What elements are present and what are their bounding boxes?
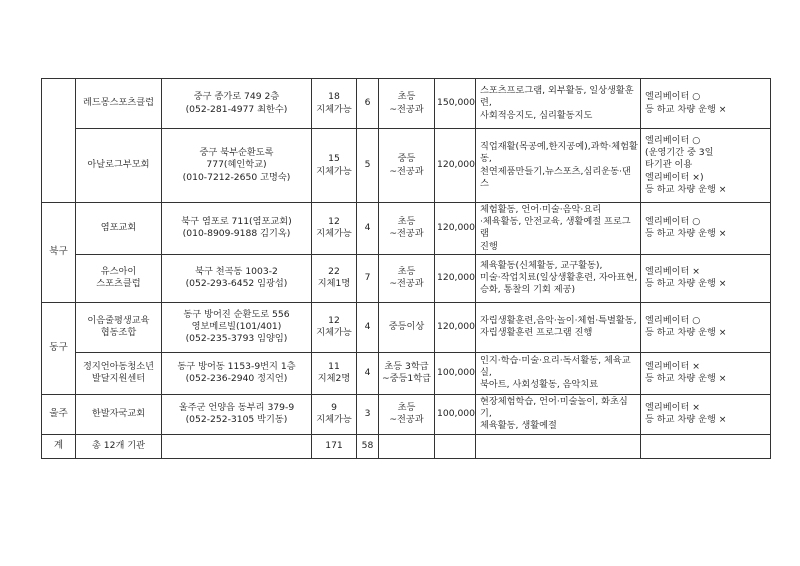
- facility-program: 자립생활훈련,음악·놀이·체험·특별활동, 자립생활훈련 프로그램 진행: [476, 302, 641, 352]
- facility-target: 초등 ~전공과: [379, 203, 435, 255]
- facility-staff: 4: [357, 203, 379, 255]
- facility-target: 중등이상: [379, 302, 435, 352]
- facility-fee: 100,000: [435, 394, 476, 434]
- facility-target: 초등 ~전공과: [379, 394, 435, 434]
- facility-note: 엘리베이터 ○ 등 하교 차량 운행 ×: [641, 203, 771, 255]
- facility-target: 초등 ~전공과: [379, 254, 435, 302]
- table-row: [42, 79, 771, 129]
- facility-program: 체육활동(신체활동, 교구활동), 미술·작업치료(일상생활훈련, 자아표현, 승화, 통찰의 기회 제공): [476, 254, 641, 302]
- total-empty: [379, 434, 435, 458]
- region-cell: 울주: [42, 394, 76, 434]
- facility-note: 엘리베이터 × 등 하교 차량 운행 ×: [641, 352, 771, 394]
- table-row: [42, 302, 771, 352]
- facility-name: 레드몽스포츠클럽: [76, 79, 162, 129]
- facility-fee: 150,000: [435, 79, 476, 129]
- facility-target: 초등 3학급 ~중등1학급: [379, 352, 435, 394]
- facility-fee: 120,000: [435, 203, 476, 255]
- facility-capacity: 12 지체가능: [312, 203, 357, 255]
- region-cell: 동구: [42, 302, 76, 394]
- facility-name: 한발자국교회: [76, 394, 162, 434]
- facility-table: [41, 78, 771, 459]
- facility-name: 염포교회: [76, 203, 162, 255]
- table-row: [42, 129, 771, 203]
- total-empty: [162, 434, 312, 458]
- facility-capacity: 11 지체2명: [312, 352, 357, 394]
- facility-program: 현장체험학습, 언어·미술놀이, 화초심기, 체육활동, 생활예절: [476, 394, 641, 434]
- facility-name: 정지언아동청소년 발달지원센터: [76, 352, 162, 394]
- facility-address: 북구 염포로 711(염포교회) (010-8909-9188 김기옥): [162, 203, 312, 255]
- facility-name: 아날로그부모회: [76, 129, 162, 203]
- facility-staff: 4: [357, 352, 379, 394]
- facility-program: 스포츠프로그램, 외부활동, 일상생활훈련, 사회적응지도, 심리활동지도: [476, 79, 641, 129]
- facility-note: 엘리베이터 × 등 하교 차량 운행 ×: [641, 254, 771, 302]
- facility-address: 북구 천곡동 1003-2 (052-293-6452 임광섭): [162, 254, 312, 302]
- total-empty: [435, 434, 476, 458]
- facility-name: 이음줄평생교육 협동조합: [76, 302, 162, 352]
- facility-address: 울주군 언양읍 동부리 379-9 (052-252-3105 박기동): [162, 394, 312, 434]
- facility-capacity: 12 지체가능: [312, 302, 357, 352]
- region-cell: [42, 79, 76, 203]
- facility-fee: 120,000: [435, 302, 476, 352]
- facility-program: 직업재활(목공예,한지공예),과학·체험활동, 천연제품만들기,뉴스포츠,심리운동·댄스: [476, 129, 641, 203]
- facility-note: 엘리베이터 ○ (운영기간 중 3일 타기관 이용 엘리베이터 ×) 등 하교 차량 운행 ×: [641, 129, 771, 203]
- total-label: 계: [42, 434, 76, 458]
- facility-staff: 7: [357, 254, 379, 302]
- total-row: [42, 434, 771, 458]
- facility-note: 엘리베이터 ○ 등 하교 차량 운행 ×: [641, 302, 771, 352]
- facility-staff: 6: [357, 79, 379, 129]
- facility-fee: 100,000: [435, 352, 476, 394]
- facility-program: 체험활동, 언어·미술·음악·요리 ·체육활동, 안전교육, 생활예절 프로그램 진행: [476, 203, 641, 255]
- facility-capacity: 15 지체가능: [312, 129, 357, 203]
- region-cell: 북구: [42, 203, 76, 303]
- facility-fee: 120,000: [435, 254, 476, 302]
- facility-capacity: 9 지체가능: [312, 394, 357, 434]
- facility-fee: 120,000: [435, 129, 476, 203]
- total-name: 총 12개 기관: [76, 434, 162, 458]
- facility-staff: 3: [357, 394, 379, 434]
- facility-note: 엘리베이터 × 등 하교 차량 운행 ×: [641, 394, 771, 434]
- facility-address: 동구 방어진 순환도로 556 영보메르빌(101/401) (052-235-3793 임양임): [162, 302, 312, 352]
- facility-staff: 5: [357, 129, 379, 203]
- facility-program: 인지·학습·미술·요리·독서활동, 체육교실, 북아트, 사회성활동, 음악치료: [476, 352, 641, 394]
- facility-target: 중등 ~전공과: [379, 129, 435, 203]
- facility-address: 동구 방어동 1153-9번지 1층 (052-236-2940 정지언): [162, 352, 312, 394]
- facility-address: 중구 종가로 749 2층 (052-281-4977 최한수): [162, 79, 312, 129]
- table-row: [42, 203, 771, 255]
- total-staff: 58: [357, 434, 379, 458]
- facility-staff: 4: [357, 302, 379, 352]
- total-empty: [641, 434, 771, 458]
- facility-capacity: 18 지체가능: [312, 79, 357, 129]
- facility-capacity: 22 지체1명: [312, 254, 357, 302]
- facility-address: 중구 북부순환도록 777(혜인학교) (010-7212-2650 고명숙): [162, 129, 312, 203]
- table-row: [42, 394, 771, 434]
- total-capacity: 171: [312, 434, 357, 458]
- total-empty: [476, 434, 641, 458]
- facility-name: 유스아이 스포츠클럽: [76, 254, 162, 302]
- table-row: [42, 254, 771, 302]
- table-row: [42, 352, 771, 394]
- facility-note: 엘리베이터 ○ 등 하교 차량 운행 ×: [641, 79, 771, 129]
- facility-target: 초등 ~전공과: [379, 79, 435, 129]
